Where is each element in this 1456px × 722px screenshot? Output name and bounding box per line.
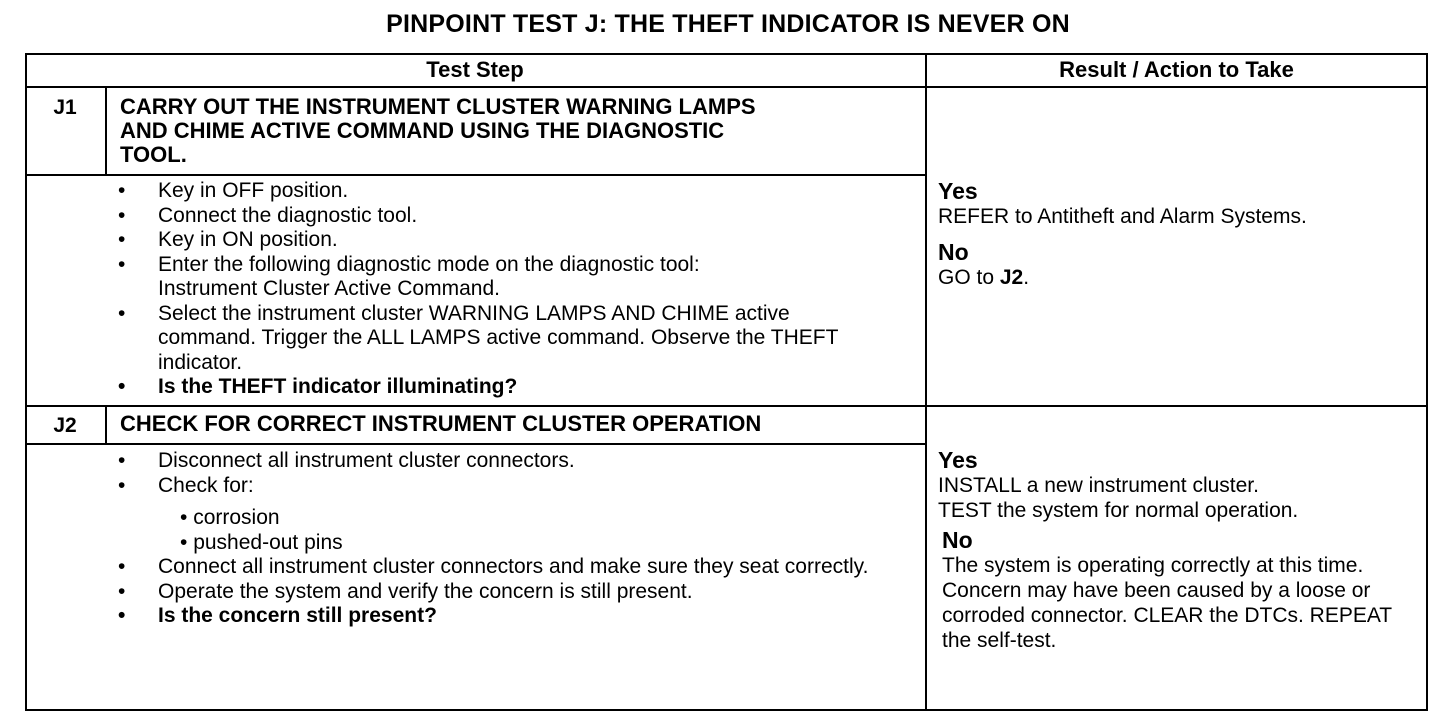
step-id-j1: J1: [53, 96, 77, 119]
step-title-line: CARRY OUT THE INSTRUMENT CLUSTER WARNING LAMPS: [120, 94, 756, 119]
step-id-j2: J2: [53, 414, 77, 437]
step-separator: [25, 405, 1428, 407]
step-list-j2: [118, 449, 898, 629]
j1-id-divider: [105, 86, 107, 174]
no-action: The system is operating correctly at this time. Concern may have been caused by a loose or corroded connector. CLEAR the DTCs. REPEAT the self-test.: [942, 554, 1392, 652]
list-item: • Key in OFF position.: [118, 179, 349, 202]
header-rule: [25, 86, 1428, 88]
page-title: PINPOINT TEST J: THE THEFT INDICATOR IS NEVER ON: [386, 10, 1070, 38]
yes-label: Yes: [938, 178, 978, 204]
list-item: • Connect all instrument cluster connectors and make sure they seat correctly.: [118, 555, 869, 578]
bullet-icon: •: [118, 375, 126, 398]
header-test-step: Test Step: [426, 57, 524, 82]
j1-title-rule: [25, 174, 925, 176]
step-title-line: TOOL.: [120, 142, 187, 167]
no-label: No: [942, 527, 973, 553]
check-for-sublist: [158, 506, 898, 555]
bullet-icon: •: [118, 252, 126, 276]
step-reference: J2: [999, 266, 1024, 289]
j2-id-divider: [105, 405, 107, 443]
header-result: Result / Action to Take: [1059, 57, 1294, 82]
bullet-icon: •: [118, 301, 126, 325]
bullet-icon: •: [118, 473, 126, 497]
step-list-j1: [118, 179, 878, 400]
sub-list-item: • corrosion: [180, 506, 280, 529]
list-item: • Operate the system and verify the concern is still present.: [118, 579, 693, 603]
yes-action: REFER to Antitheft and Alarm Systems.: [938, 205, 1307, 228]
step-title-j2: [120, 412, 761, 436]
step-title-line: CHECK FOR CORRECT INSTRUMENT CLUSTER OPERATION: [120, 411, 762, 436]
list-item: • Connect the diagnostic tool.: [118, 203, 418, 227]
bullet-icon: •: [118, 179, 126, 202]
no-action: GO to J2.: [938, 266, 1030, 289]
yes-action: INSTALL a new instrument cluster.: [938, 474, 1259, 497]
list-item: • Is the THEFT indicator illuminating?: [118, 375, 518, 398]
sub-list-item: • pushed-out pins: [180, 530, 343, 554]
list-item: • Check for: • corrosion • pushed-out pins: [118, 474, 898, 556]
bullet-icon: •: [118, 579, 126, 603]
yes-label: Yes: [938, 447, 978, 473]
bullet-icon: •: [118, 228, 126, 251]
step-title-j1: [120, 95, 756, 167]
bullet-icon: •: [118, 604, 126, 627]
list-item: • Disconnect all instrument cluster connectors.: [118, 449, 575, 472]
j2-title-rule: [25, 443, 925, 445]
list-item: • Key in ON position.: [118, 228, 338, 251]
bullet-icon: •: [118, 555, 126, 578]
bullet-icon: •: [118, 449, 126, 472]
step-title-line: AND CHIME ACTIVE COMMAND USING THE DIAGNOSTIC: [120, 118, 725, 143]
result-j2: [938, 447, 1424, 653]
column-divider: [925, 53, 927, 711]
no-label: No: [938, 239, 969, 265]
list-item: • Is the concern still present?: [118, 604, 437, 627]
bullet-icon: •: [118, 203, 126, 227]
yes-action: TEST the system for normal operation.: [938, 499, 1299, 522]
list-item: • Enter the following diagnostic mode on the diagnostic tool: Instrument Cluster Active Command.: [118, 252, 700, 300]
list-item: • Select the instrument cluster WARNING LAMPS AND CHIME active command. Trigger the ALL LAMPS active command. Observe the THEFT indicator.: [118, 301, 839, 374]
result-j1: [938, 178, 1418, 290]
